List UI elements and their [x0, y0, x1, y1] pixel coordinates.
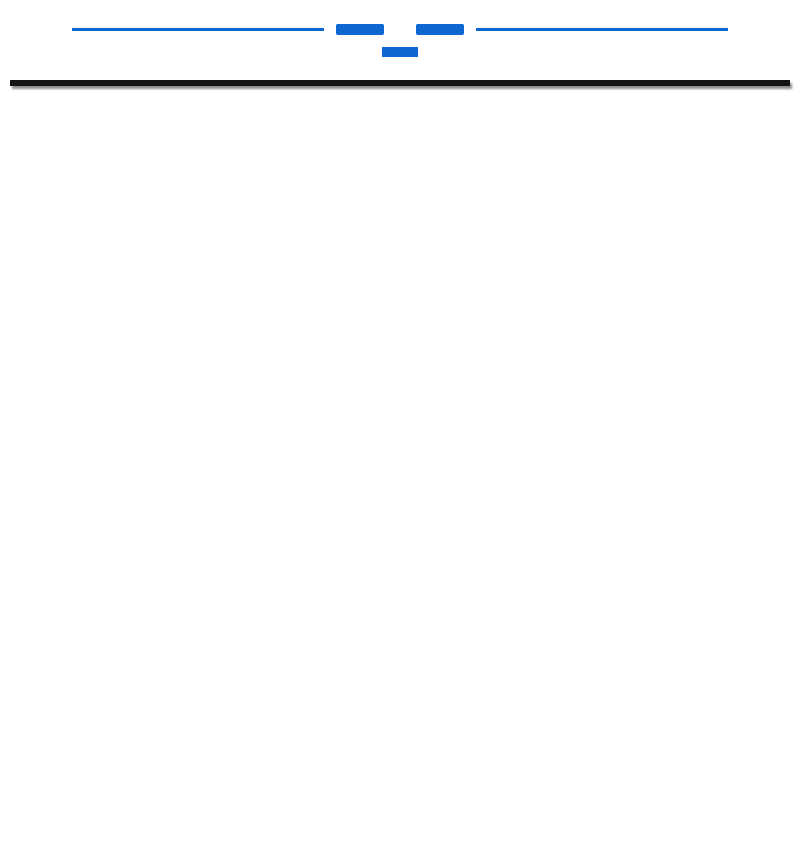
- title-bar-right-icon: [416, 24, 464, 35]
- disclaimer-text: [0, 62, 800, 80]
- title-line-right-icon: [476, 28, 728, 31]
- customization-banner: [382, 47, 418, 57]
- title-bar-left-icon: [336, 24, 384, 35]
- spec-tables-container: [10, 80, 790, 86]
- banner-row: [0, 44, 800, 62]
- title-row: [0, 0, 800, 35]
- title-line-left-icon: [72, 28, 324, 31]
